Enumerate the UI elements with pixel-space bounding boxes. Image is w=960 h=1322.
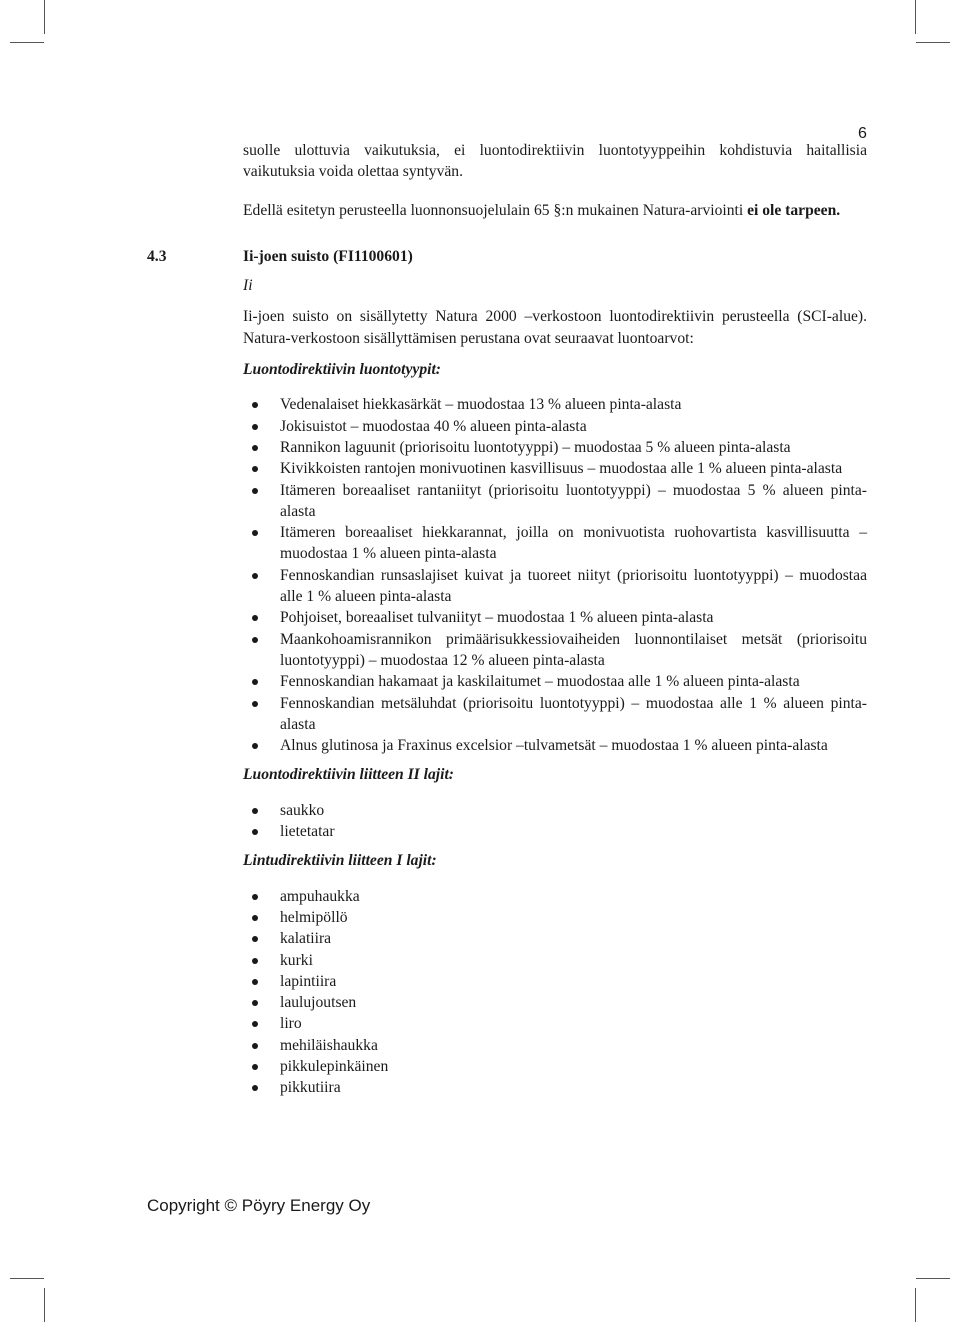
list-item (243, 607, 867, 628)
crop-mark (44, 0, 45, 34)
list-item (243, 1077, 867, 1098)
crop-mark (915, 1288, 916, 1322)
crop-mark (44, 1288, 45, 1322)
list-item-text: Vedenalaiset hiekkasärkät – muodostaa 13 % alueen pinta-alasta (280, 396, 682, 414)
bird-species-list (243, 886, 867, 1099)
crop-mark (10, 1278, 44, 1279)
list-item-text: mehiläishaukka (280, 1036, 378, 1054)
list-item (243, 735, 867, 756)
bullet-icon (252, 445, 258, 451)
list-item-text: Kivikkoisten rantojen monivuotinen kasvillisuus – muodostaa alle 1 % alueen pinta-alasta (280, 460, 843, 478)
annex2-species-list (243, 800, 867, 843)
bullet-icon (252, 808, 258, 814)
bullet-icon (252, 573, 258, 579)
bullet-icon (252, 979, 258, 985)
list-item-text: Fennoskandian metsäluhdat (priorisoitu luontotyyppi) – muodostaa alle 1 % alueen pinta-alasta (280, 694, 867, 733)
bird-species-heading: Lintudirektiivin liitteen I lajit: (243, 852, 437, 870)
section-number: 4.3 (147, 247, 167, 265)
list-item (243, 886, 867, 907)
list-item-text: lapintiira (280, 972, 337, 990)
list-item (243, 416, 867, 437)
habitat-types-heading: Luontodirektiivin luontotyypit: (243, 361, 441, 379)
bullet-icon (252, 829, 258, 835)
list-item-text: Rannikon laguunit (priorisoitu luontotyyppi) – muodostaa 5 % alueen pinta-alasta (280, 438, 791, 456)
document-body (147, 140, 867, 1107)
habitat-types-list (243, 394, 867, 756)
list-item-text: helmipöllö (280, 908, 348, 926)
list-item-text: Itämeren boreaaliset hiekkarannat, joilla on monivuotista ruohovartista kasvillisuutta – muodostaa 1 % alueen pinta-alasta (280, 524, 867, 563)
conclusion-bold: ei ole tarpeen. (747, 201, 841, 219)
list-item (243, 629, 867, 672)
list-item (243, 821, 867, 842)
bullet-icon (252, 701, 258, 707)
list-item-text: lietetatar (280, 823, 335, 841)
bullet-icon (252, 1021, 258, 1027)
crop-mark (916, 1278, 950, 1279)
section-description: Ii-joen suisto on sisällytetty Natura 2000 –verkostoon luontodirektiivin perusteella (SCI-alue). Natura-verkostoon sisällyttämisen perustana ovat seuraavat luontoarvot: (243, 308, 867, 347)
list-item-text: Fennoskandian runsaslajiset kuivat ja tuoreet niityt (priorisoitu luontotyyppi) – muodostaa alle 1 % alueen pinta-alasta (280, 566, 867, 606)
crop-mark (915, 0, 916, 34)
list-item-text: saukko (280, 801, 325, 819)
list-item (243, 1035, 867, 1056)
bullet-icon (252, 743, 258, 749)
bullet-icon (252, 1085, 258, 1091)
list-item (243, 693, 867, 736)
list-item-text: pikkulepinkäinen (280, 1057, 389, 1075)
bullet-icon (252, 936, 258, 942)
list-item (243, 928, 867, 949)
crop-mark (916, 42, 950, 43)
list-item-text: Jokisuistot – muodostaa 40 % alueen pinta-alasta (280, 417, 587, 435)
list-item-text: Pohjoiset, boreaaliset tulvaniityt – muodostaa 1 % alueen pinta-alasta (280, 609, 714, 627)
list-item (243, 800, 867, 821)
list-item-text: Alnus glutinosa ja Fraxinus excelsior –tulvametsät – muodostaa 1 % alueen pinta-alasta (280, 737, 828, 755)
copyright-footer: Copyright © Pöyry Energy Oy (147, 1196, 371, 1215)
list-item (243, 394, 867, 415)
bullet-icon (252, 530, 258, 536)
conclusion-paragraph (243, 200, 867, 221)
list-item (243, 971, 867, 992)
bullet-icon (252, 679, 258, 685)
crop-mark (10, 42, 44, 43)
list-item (243, 437, 867, 458)
annex2-species-heading: Luontodirektiivin liitteen II lajit: (243, 766, 454, 784)
list-item (243, 992, 867, 1013)
list-item-text: pikkutiira (280, 1079, 341, 1097)
bullet-icon (252, 1064, 258, 1070)
list-item-text: laulujoutsen (280, 994, 357, 1012)
bullet-icon (252, 958, 258, 964)
list-item-text: ampuhaukka (280, 887, 360, 905)
bullet-icon (252, 424, 258, 430)
list-item (243, 671, 867, 692)
section-label: Ii (243, 277, 253, 295)
bullet-icon (252, 466, 258, 472)
bullet-icon (252, 915, 258, 921)
list-item-text: Fennoskandian hakamaat ja kaskilaitumet – muodostaa alle 1 % alueen pinta-alasta (280, 673, 800, 691)
list-item (243, 480, 867, 523)
list-item-text: Itämeren boreaaliset rantaniityt (priorisoitu luontotyyppi) – muodostaa 5 % alueen pinta-alasta (280, 481, 867, 520)
list-item (243, 1056, 867, 1077)
section-heading (147, 246, 867, 267)
page-number: 6 (858, 125, 867, 142)
list-item-text: liro (280, 1015, 302, 1033)
list-item (243, 565, 867, 608)
bullet-icon (252, 1000, 258, 1006)
list-item (243, 458, 867, 479)
list-item (243, 522, 867, 565)
intro-paragraph: suolle ulottuvia vaikutuksia, ei luontodirektiivin luontotyyppeihin kohdistuvia haitallisia vaikutuksia voida olettaa syntyvän. (243, 142, 867, 181)
list-item (243, 950, 867, 971)
section-title: Ii-joen suisto (FI1100601) (243, 247, 413, 265)
bullet-icon (252, 402, 258, 408)
bullet-icon (252, 637, 258, 643)
list-item-text: kurki (280, 951, 313, 969)
list-item-text: kalatiira (280, 930, 332, 948)
list-item (243, 1013, 867, 1034)
bullet-icon (252, 615, 258, 621)
bullet-icon (252, 1043, 258, 1049)
list-item-text: Maankohoamisrannikon primäärisukkessiovaiheiden luonnontilaiset metsät (priorisoitu luontotyyppi) – muodostaa 12 % alueen pinta-alasta (280, 630, 867, 669)
bullet-icon (252, 488, 258, 494)
bullet-icon (252, 894, 258, 900)
conclusion-text: Edellä esitetyn perusteella luonnonsuojelulain 65 §:n mukainen Natura-arviointi (243, 201, 744, 219)
list-item (243, 907, 867, 928)
